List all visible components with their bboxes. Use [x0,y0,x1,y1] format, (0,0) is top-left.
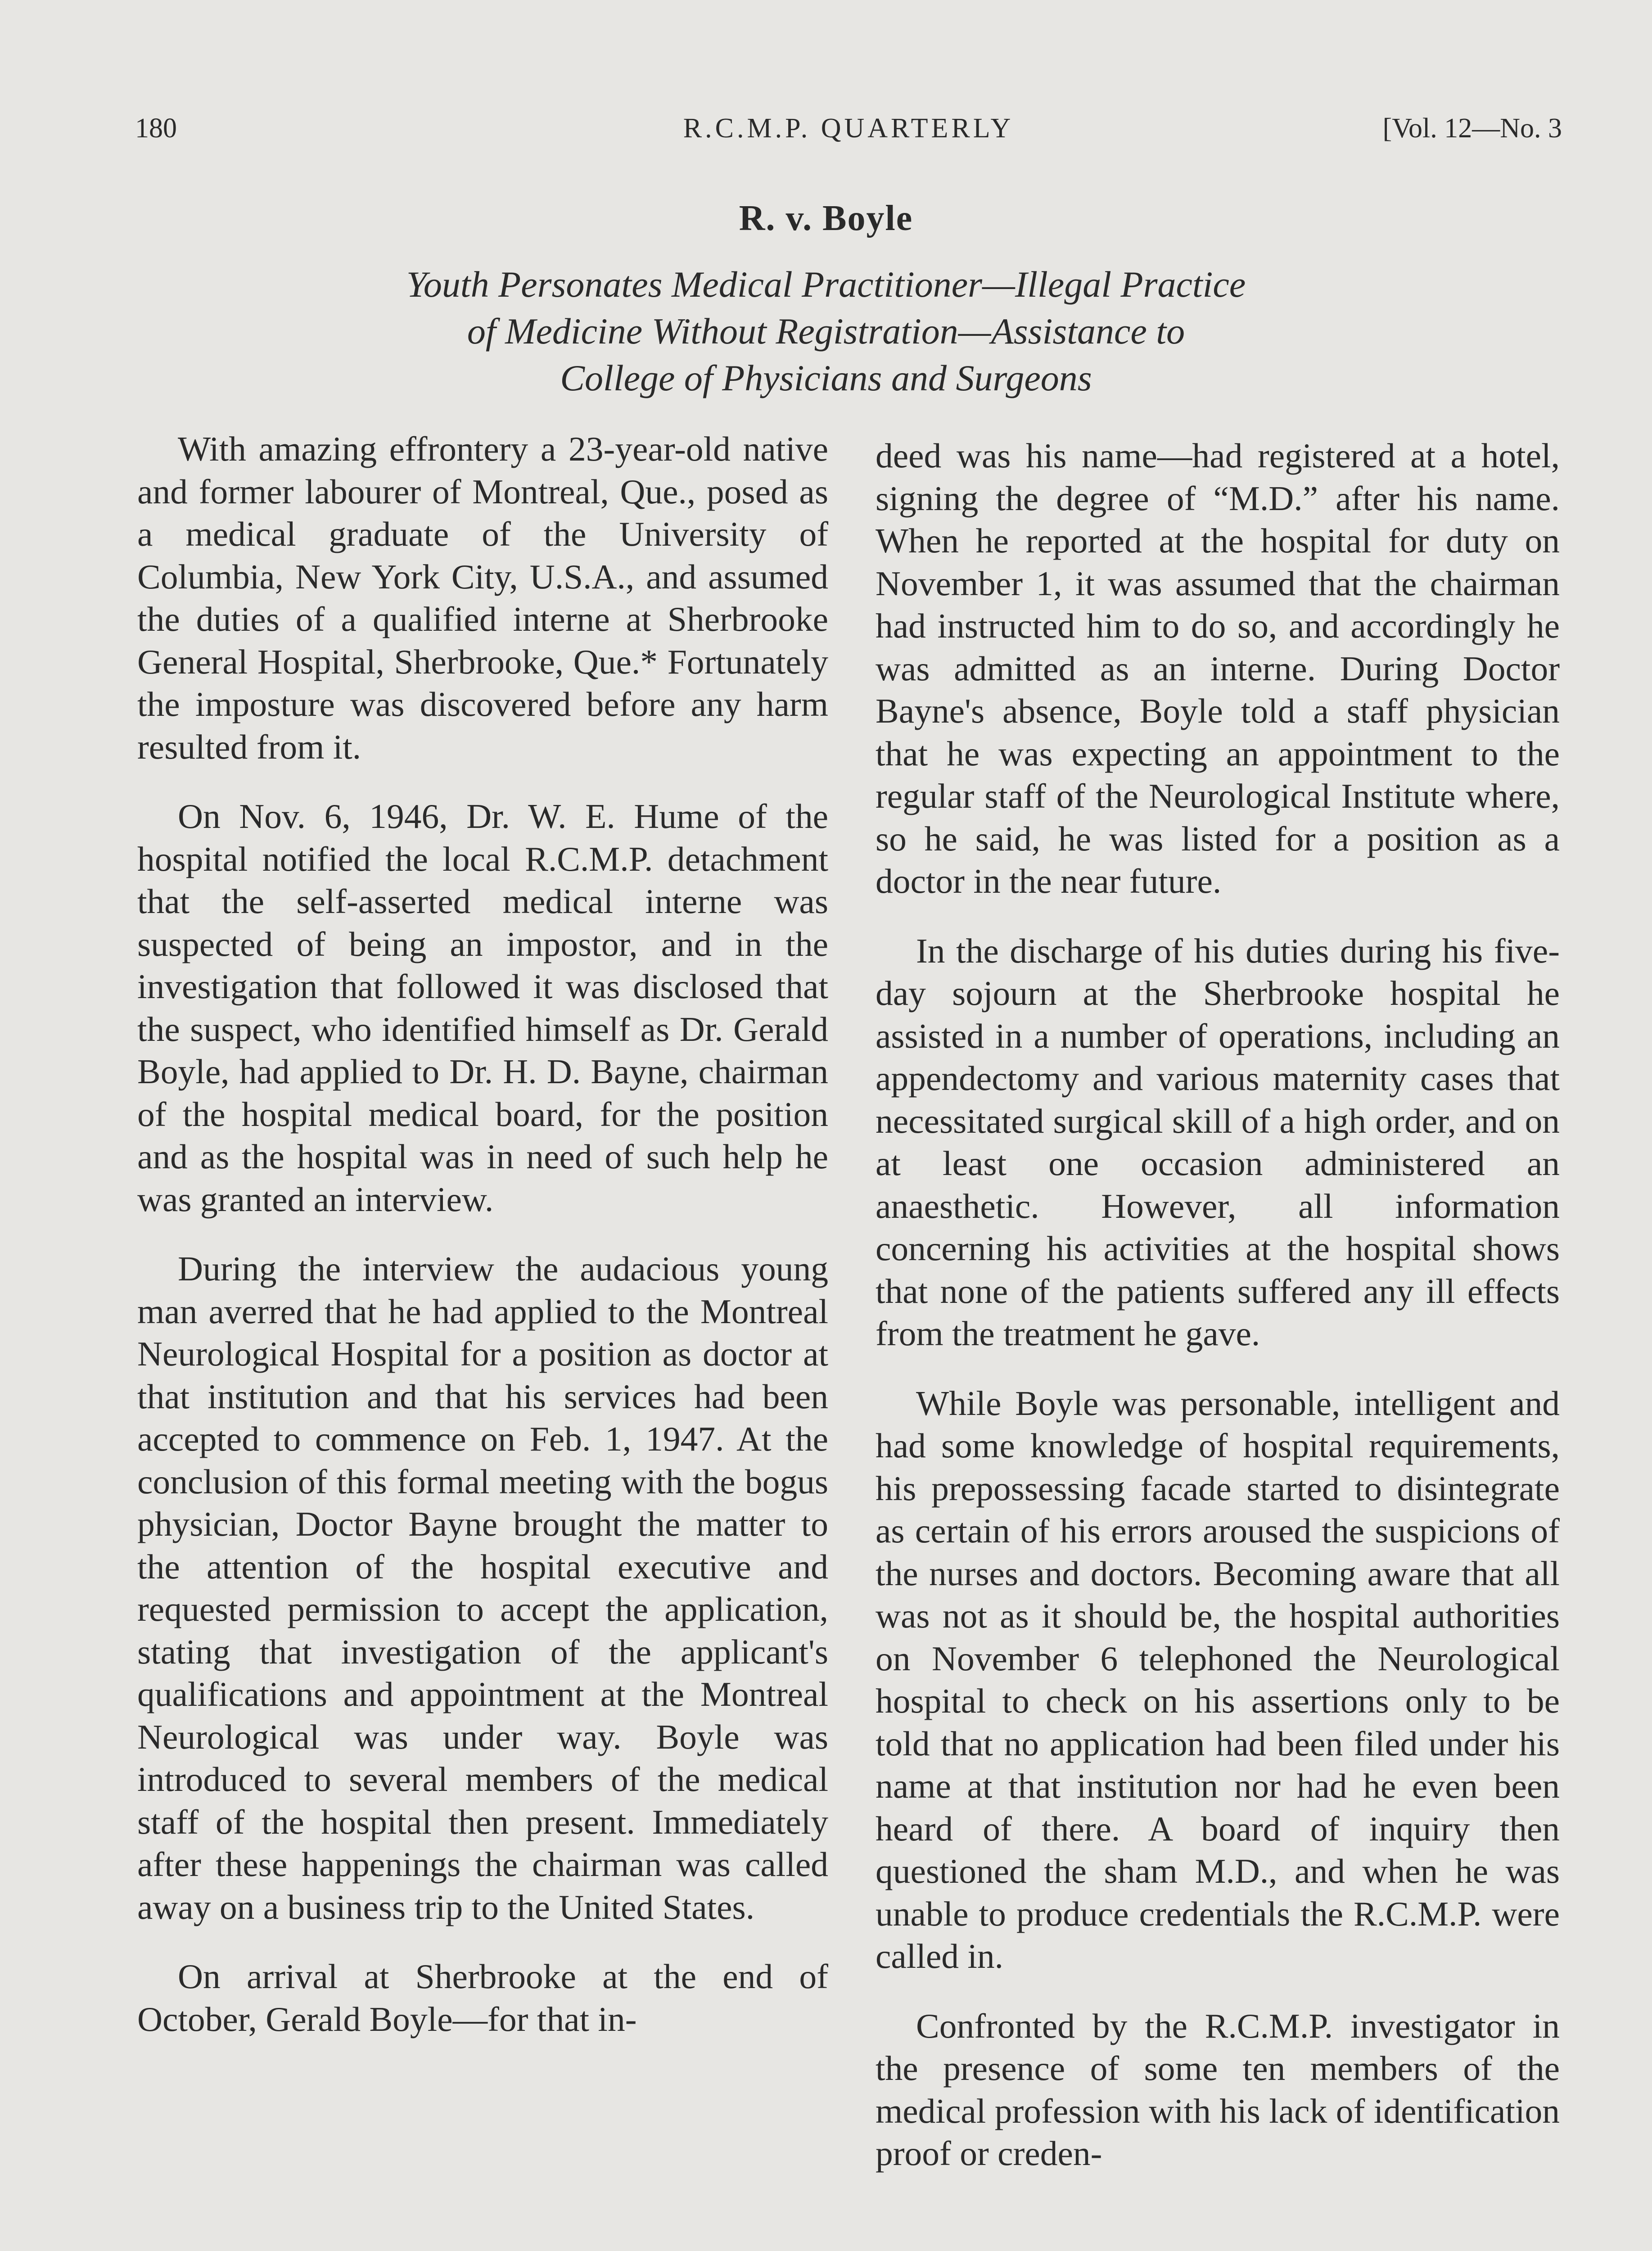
journal-title: R.C.M.P. QUARTERLY [683,113,1014,144]
paragraph: While Boyle was personable, intelligent and had some knowledge of hospital requirements, his prepossessing facade started to disintegrate as certain of his errors aroused the suspicions of the nurses and doctors. Becoming aware that all was not as it should be, the hospital authorities on November 6 telephoned the Neurological hospital to check on his assertions only to be told that no application had been filed under his name at that institution nor had he even been heard of there. A board of inquiry then questioned the sham M.D., and when he was unable to produce credentials the R.C.M.P. were called in. [876,1383,1560,1975]
volume-issue: [Vol. 12—No. 3 [1382,113,1562,144]
subtitle-line: College of Physicians and Surgeons [560,357,1092,398]
paragraph: On Nov. 6, 1946, Dr. W. E. Hume of the hospital notified the local R.C.M.P. detachment that the self-asserted medical interne was suspected of being an impostor, and in the investigation that followed it was disclosed that the suspect, who identified himself as Dr. Gerald Boyle, had applied to Dr. H. D. Bayne, chairman of the hospital medical board, for the position and as the hospital was in need of such help he was granted an interview. [137,797,828,1219]
right-column [876,434,1560,2202]
article-subtitle [180,261,1472,402]
running-header [135,113,1562,153]
paragraph: During the interview the audacious young man averred that he had applied to the Montreal Neurological Hospital for a position as doctor at that institution and that his services had been accepted to commence on Feb. 1, 1947. At the conclusion of this formal meeting with the bogus physician, Doctor Bayne brought the matter to the attention of the hospital executive and requested permission to accept the application, stating that investigation of the applicant's qualifications and appointment at the Montreal Neurological was under way. Boyle was introduced to several members of the medical staff of the hospital then present. Immediately after these happenings the chairman was called away on a business trip to the United States. [137,1249,828,1926]
subtitle-line: of Medicine Without Registration—Assistance to [467,311,1185,352]
subtitle-line: Youth Personates Medical Practitioner—Illegal Practice [406,264,1246,305]
paragraph: In the discharge of his duties during his five-day sojourn at the Sherbrooke hospital he assisted in a number of operations, including an appendectomy and various maternity cases that necessitated surgical skill of a high order, and on at least one occasion administered an anaesthetic. However, all information concerning his activities at the hospital shows that none of the patients suffered any ill effects from the treatment he gave. [876,931,1560,1353]
left-column [137,428,828,2067]
article-title: R. v. Boyle [739,199,913,238]
paragraph: Confronted by the R.C.M.P. investigator in the presence of some ten members of the medical profession with his lack of identification proof or creden- [876,2006,1560,2173]
page-number: 180 [135,113,177,144]
paragraph: On arrival at Sherbrooke at the end of October, Gerald Boyle—for that in- [137,1957,828,2039]
paragraph: With amazing effrontery a 23-year-old native and former labourer of Montreal, Que., posed as a medical graduate of the University of Columbia, New York City, U.S.A., and assumed the duties of a qualified interne at Sherbrooke General Hospital, Sherbrooke, Que.* Fortunately the imposture was discovered before any harm resulted from it. [137,429,828,766]
paragraph: deed was his name—had registered at a hotel, signing the degree of “M.D.” after his name. When he reported at the hospital for duty on November 1, it was assumed that the chairman had instructed him to do so, and accordingly he was admitted as an interne. During Doctor Bayne's absence, Boyle told a staff physician that he was expecting an appointment to the regular staff of the Neurological Institute where, so he said, he was listed for a position as a doctor in the near future. [876,436,1560,900]
